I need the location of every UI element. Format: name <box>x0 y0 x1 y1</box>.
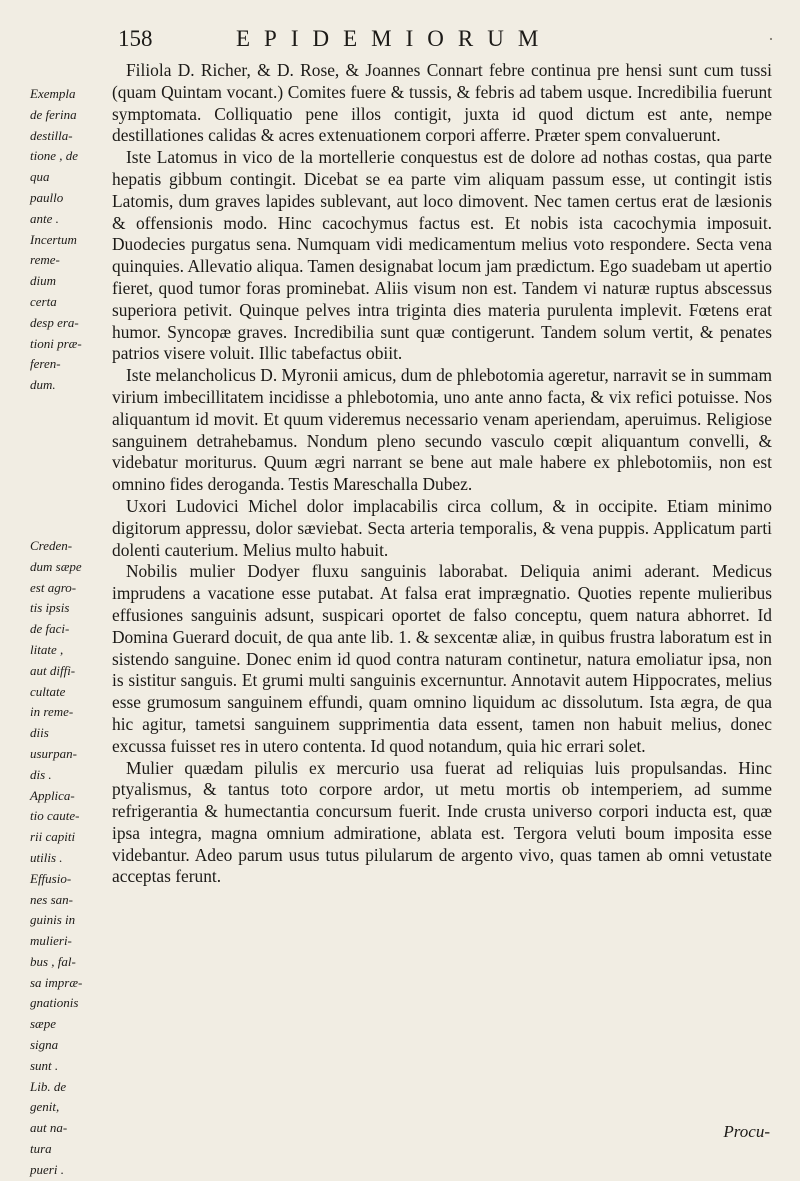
paragraph: Nobilis mulier Dodyer fluxu sanguinis laborabat. Deliquia animi aderant. Medicus imprudens a vacatione esse putabat. At falsa erat imprægnatio. Quoties repente mulieribus effusiones sanguinis adsunt, suspicari oportet de falso conceptu, quem natura abhorret. Id Domina Guerard docuit, de qua ante lib. 1. & sexcentæ aliæ, in quibus frustra laboratum est in sistendo sanguine. Donec enim id quod contra naturam continetur, natura emoliatur ipsa, non is sistitur sanguis. Et grumi multi sanguinis excernuntur. Annotavit autem Hippocrates, melius esse grumosum sanguinem effundi, quam omnino liquidum ac dissolutum. Ista ægra, de qua hic agitur, tametsi sanguinem supprimentia data essent, tamen non habuit melius, donec excussa fuisset res in utero contenta. Id quod notandum, quia hic errari solet. <box>112 561 772 756</box>
margin-note: Creden- dum sæpe est agro- tis ipsis de faci- litate , aut diffi- cultate in reme- diis usurpan- dis . Applica- tio caute- rii capiti utilis . Effusio- nes san- guinis in mulieri- bus , fal- sa impræ- gnationis sæpe signa sunt . Lib. de genit, aut na- tura pueri . <box>30 537 83 1177</box>
margin-note: Exempla de ferina destilla- tione , de qua paullo ante . Incertum reme- dium certa desp era- tioni præ- feren- dum. <box>30 86 82 393</box>
paragraph: Iste melancholicus D. Myronii amicus, dum de phlebotomia ageretur, narravit se in summam virium imbecillitatem incidisse a phlebotomia, uno ante anno facta, & vix refici potuisse. Nos aliquantum id movit. Et quum videremus necessario venam aperiendam, aperuimus. Religiose sanguinem detrahebamus. Nondum pleno secundo vasculo cœpit aliquantum convelli, & videbatur moriturus. Quum ægri narrant se bene aut male habere ex phlebotomiis, non est omnino fides deroganda. Testis Mareschalla Dubez. <box>112 365 772 495</box>
running-title: EPIDEMIORUM <box>236 26 553 51</box>
margin-notes <box>30 84 108 1181</box>
header-mark: · <box>768 29 774 49</box>
paragraph: Uxori Ludovici Michel dolor implacabilis circa collum, & in occipite. Etiam minimo digitorum appressu, dolor sæviebat. Secta arteria temporalis, & vena puppis. Applicatum parti dolenti cauterium. Melius multo habuit. <box>112 495 772 560</box>
main-text <box>112 60 772 888</box>
catchword: Procu- <box>723 1122 770 1141</box>
paragraph: Iste Latomus in vico de la mortellerie conquestus est de dolore ad nothas costas, qua parte hepatis gibbum contingit. Dicebat se ea parte vim aliquam passum esse, ut contingit istis Latomis, dum graves lapides sublevant, aut loco dimovent. Nec tamen certus erat de læsionis & offensionis modo. Hinc cacochymus factus est. Et nobis ista cacochymia imposuit. Duodecies purgatus sena. Numquam vidi medicamentum melius voto respondere. Secta vena quinquies. Allevatio aliqua. Tamen designabat locum jam prædictum. Ego suadebam ut apertio fieret, quod tumor foras prominebat. Aliis visum non est. Tandem vi naturæ ruptus abscessus superiora petivit. Quinque pelves intra triginta dies materia purulenta implevit. Fœtens erat humor. Syncopæ graves. Incredibilia sunt quæ contigerunt. Tandem solum vertit, & penates patrios visere voluit. Illic tabefactus obiit. <box>112 147 772 364</box>
paragraph: Filiola D. Richer, & D. Rose, & Joannes Connart febre continua pre hensi sunt cum tussi (quam Quintam vocant.) Comites fuere & tussis, & febris ad tabem usque. Incredibilia fuerunt symptomata. Colliquatio pene illos contigit, juxta id quod dictum est ante, nempe destillationes calidas & acres extenuationem corpori afferre. Præter spem convaluerunt. <box>112 60 772 146</box>
page-number: 158 <box>118 26 153 51</box>
paragraph: Mulier quædam pilulis ex mercurio usa fuerat ad reliquias luis propulsandas. Hinc ptyalismus, & tantus toto corpore ardor, ut metu mortis ob intemperiem, ad summe refrigerantia & humectantia concursum fuerit. Inde crusta universo corpori inducta est, quæ ipsa integra, magna omnium admiratione, ablata est. Tergora veluti boum imposita esse videbantur. Adeo parum usus tutus pilularum de argento vivo, quas tamen ab omni vetustate acceptas ferunt. <box>112 757 772 887</box>
page-header <box>118 22 778 56</box>
